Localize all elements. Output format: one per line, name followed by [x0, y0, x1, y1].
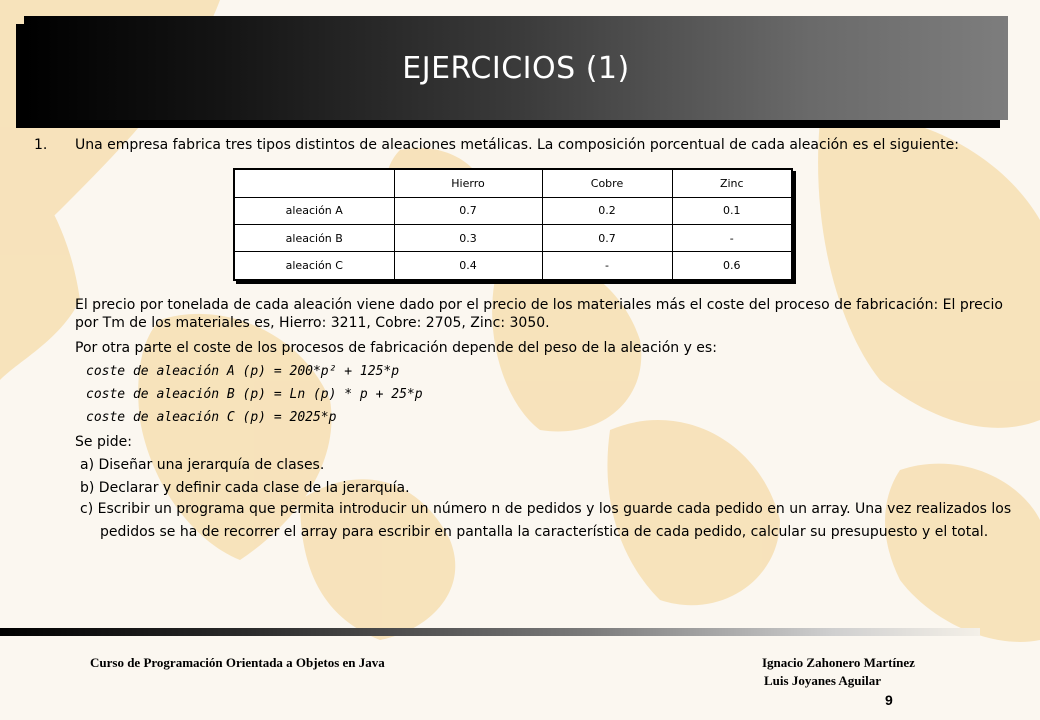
process-cost-text: Por otra parte el coste de los procesos de fabricación depende del peso de la aleación y es:: [75, 340, 717, 356]
task-item-b: b) Declarar y definir cada clase de la jerarquía.: [80, 480, 410, 496]
formula-alloy-b: coste de aleación B (p) = Ln (p) * p + 25*p: [86, 387, 423, 402]
table-header-cell: Cobre: [542, 169, 672, 197]
table-header-cell: [234, 169, 394, 197]
price-text-line2: por Tm de los materiales es, Hierro: 3211, Cobre: 2705, Zinc: 3050.: [75, 315, 550, 331]
table-cell: -: [542, 252, 672, 280]
table-cell: aleación B: [234, 224, 394, 251]
table-cell: aleación A: [234, 197, 394, 224]
table-row: [234, 197, 792, 224]
table-cell: 0.3: [394, 224, 542, 251]
table-cell: 0.6: [672, 252, 792, 280]
table-header-cell: Zinc: [672, 169, 792, 197]
composition-table: [233, 168, 793, 281]
table-cell: aleación C: [234, 252, 394, 280]
table-cell: 0.1: [672, 197, 792, 224]
formula-alloy-c: coste de aleación C (p) = 2025*p: [86, 410, 337, 425]
table-header-row: [234, 169, 792, 197]
exercise-intro: Una empresa fabrica tres tipos distintos de aleaciones metálicas. La composición porcentual de cada aleación es el siguiente:: [75, 137, 959, 153]
table-header-cell: Hierro: [394, 169, 542, 197]
price-text-line1: El precio por tonelada de cada aleación viene dado por el precio de los materiales más el coste del proceso de fabricación: El precio: [75, 297, 1003, 313]
table-cell: 0.7: [542, 224, 672, 251]
se-pide-label: Se pide:: [75, 434, 132, 450]
table-cell: -: [672, 224, 792, 251]
exercise-number: 1.: [34, 137, 48, 153]
table-row: [234, 224, 792, 251]
table-cell: 0.7: [394, 197, 542, 224]
task-item-c-line1: c) Escribir un programa que permita introducir un número n de pedidos y los guarde cada pedido en un array. Una vez realizados los: [80, 501, 1012, 517]
table-row: [234, 252, 792, 280]
table-cell: 0.4: [394, 252, 542, 280]
footer-author-2: Luis Joyanes Aguilar: [764, 673, 882, 688]
formula-alloy-a: coste de aleación A (p) = 200*p² + 125*p: [86, 364, 400, 379]
footer-author-1: Ignacio Zahonero Martínez: [762, 655, 915, 670]
footer-course-name: Curso de Programación Orientada a Objetos en Java: [90, 655, 385, 670]
task-item-a: a) Diseñar una jerarquía de clases.: [80, 457, 325, 473]
page-number: 9: [885, 692, 893, 708]
task-item-c-line2: pedidos se ha de recorrer el array para escribir en pantalla la característica de cada pedido, calcular su presupuesto y el total.: [100, 524, 989, 540]
table-cell: 0.2: [542, 197, 672, 224]
slide-title: EJERCICIOS (1): [402, 50, 630, 86]
